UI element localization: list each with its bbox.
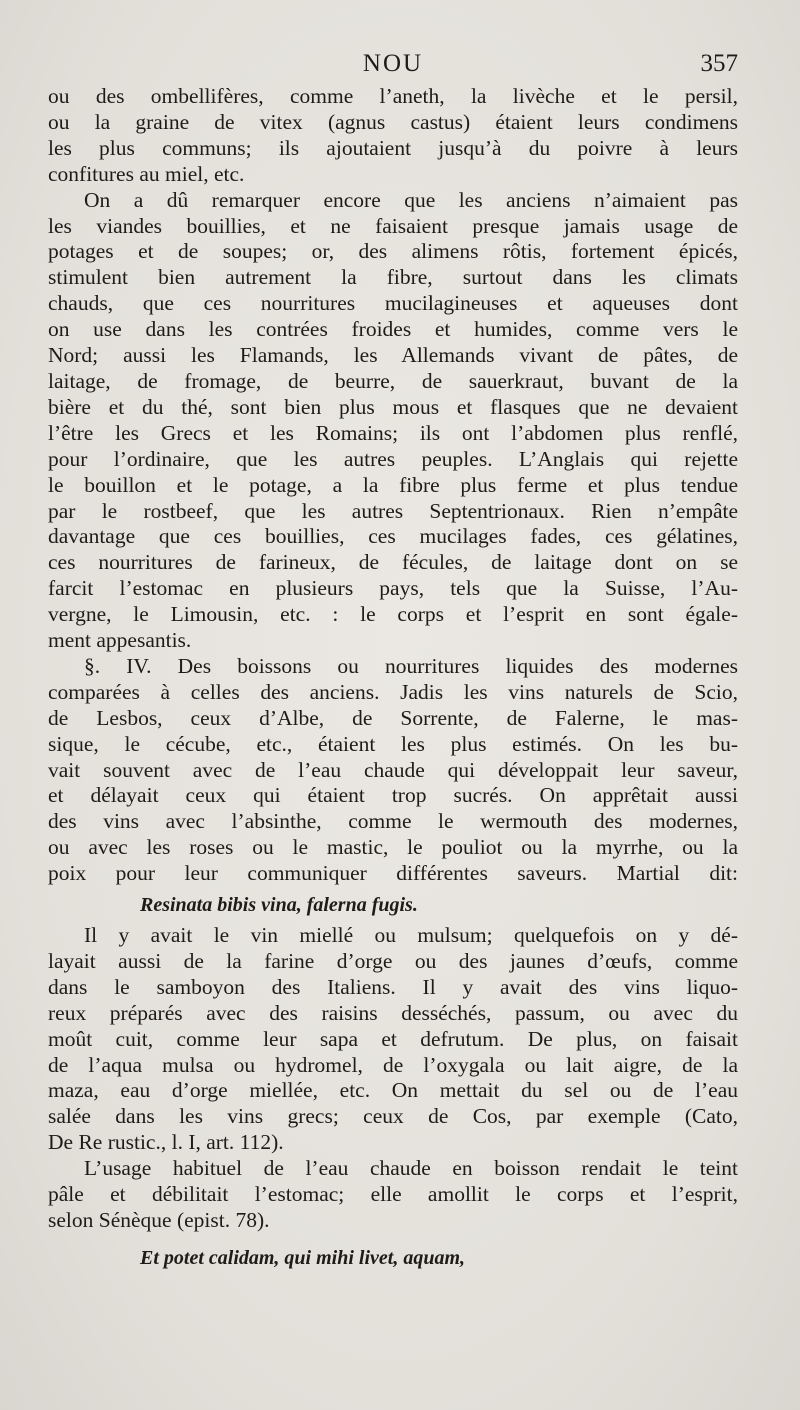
- text-line: les plus communs; ils ajoutaient jusqu’à du poivre à leurs: [48, 135, 738, 160]
- text-line: On a dû remarquer encore que les anciens n’aimaient pas: [84, 187, 738, 212]
- text-line: chauds, que ces nourritures mucilagineuses et aqueuses dont: [48, 291, 738, 316]
- text-line: pour l’ordinaire, que les autres peuples. L’Anglais qui rejette: [48, 446, 738, 471]
- text-line: Nord; aussi les Flamands, les Allemands vivant de pâtes, de: [48, 343, 738, 368]
- text-line: des vins avec l’absinthe, comme le wermouth des modernes,: [48, 809, 738, 834]
- text-line: pâle et débilitait l’estomac; elle amollit le corps et l’esprit,: [48, 1182, 738, 1207]
- text-line: farcit l’estomac en plusieurs pays, tels que la Suisse, l’Au-: [48, 576, 738, 601]
- text-line: maza, eau d’orge miellée, etc. On mettait du sel ou de l’eau: [48, 1078, 738, 1103]
- text-line: ou des ombellifères, comme l’aneth, la livèche et le persil,: [48, 84, 738, 108]
- body-text: [48, 84, 738, 1272]
- text-line: dans le samboyon des Italiens. Il y avait des vins liquo-: [48, 974, 738, 999]
- text-line: selon Sénèque (epist. 78).: [48, 1207, 270, 1232]
- text-line: et délayait ceux qui étaient trop sucrés. On apprêtait aussi: [48, 783, 738, 808]
- text-line: de Lesbos, ceux d’Albe, de Sorrente, de Falerne, le mas-: [48, 705, 738, 730]
- text-line: vait souvent avec de l’eau chaude qui développait leur saveur,: [48, 757, 738, 782]
- text-line: Il y avait le vin miellé ou mulsum; quelquefois on y dé-: [84, 923, 738, 947]
- text-line: stimulent bien autrement la fibre, surtout dans les climats: [48, 265, 738, 290]
- text-line: ou la graine de vitex (agnus castus) étaient leurs condimens: [48, 109, 738, 134]
- verse-quotation: Resinata bibis vina, falerna fugis.: [140, 894, 418, 917]
- text-line: davantage que ces bouillies, ces mucilages fades, ces gélatines,: [48, 524, 738, 549]
- text-line: sique, le cécube, etc., étaient les plus estimés. On les bu-: [48, 731, 738, 756]
- text-line: on use dans les contrées froides et humides, comme vers le: [48, 317, 738, 342]
- text-line: par le rostbeef, que les autres Septentrionaux. Rien n’empâte: [48, 498, 738, 523]
- text-line: ces nourritures de farineux, de fécules, de laitage dont on se: [48, 550, 738, 575]
- text-line: les viandes bouillies, et ne faisaient presque jamais usage de: [48, 213, 738, 238]
- text-line: confitures au miel, etc.: [48, 161, 245, 186]
- text-line: ou avec les roses ou le mastic, le pouliot ou la myrrhe, ou la: [48, 835, 738, 860]
- text-line: comparées à celles des anciens. Jadis les vins naturels de Scio,: [48, 679, 738, 704]
- text-line: salée dans les vins grecs; ceux de Cos, par exemple (Cato,: [48, 1104, 738, 1129]
- text-line: moût cuit, comme leur sapa et defrutum. De plus, on faisait: [48, 1026, 738, 1051]
- page-number: 357: [700, 50, 738, 77]
- running-title: NOU: [362, 50, 424, 77]
- text-line: L’usage habituel de l’eau chaude en boisson rendait le teint: [84, 1156, 738, 1181]
- verse-quotation: Et potet calidam, qui mihi livet, aquam,: [140, 1246, 466, 1269]
- text-line: vergne, le Limousin, etc. : le corps et l’esprit en sont égale-: [48, 602, 738, 627]
- text-line: de l’aqua mulsa ou hydromel, de l’oxygala ou lait aigre, de la: [48, 1052, 738, 1077]
- text-line: potages et de soupes; or, des alimens rôtis, fortement épicés,: [48, 239, 738, 264]
- text-line: De Re rustic., l. I, art. 112).: [48, 1130, 284, 1155]
- text-line: ment appesantis.: [48, 628, 192, 653]
- text-line: poix pour leur communiquer différentes saveurs. Martial dit:: [48, 861, 738, 886]
- text-line: reux préparés avec des raisins desséchés, passum, ou avec du: [48, 1000, 738, 1025]
- text-line: le bouillon et le potage, a la fibre plus ferme et plus tendue: [48, 472, 738, 497]
- text-line: laitage, de fromage, de beurre, de sauerkraut, buvant de la: [48, 368, 738, 393]
- text-line: l’être les Grecs et les Romains; ils ont l’abdomen plus renflé,: [48, 420, 738, 445]
- page-header: [48, 50, 738, 86]
- text-line: bière et du thé, sont bien plus mous et flasques que ne devaient: [48, 394, 738, 419]
- section-heading-line: §. IV. Des boissons ou nourritures liquides des modernes: [84, 653, 738, 678]
- text-line: layait aussi de la farine d’orge ou des jaunes d’œufs, comme: [48, 948, 738, 973]
